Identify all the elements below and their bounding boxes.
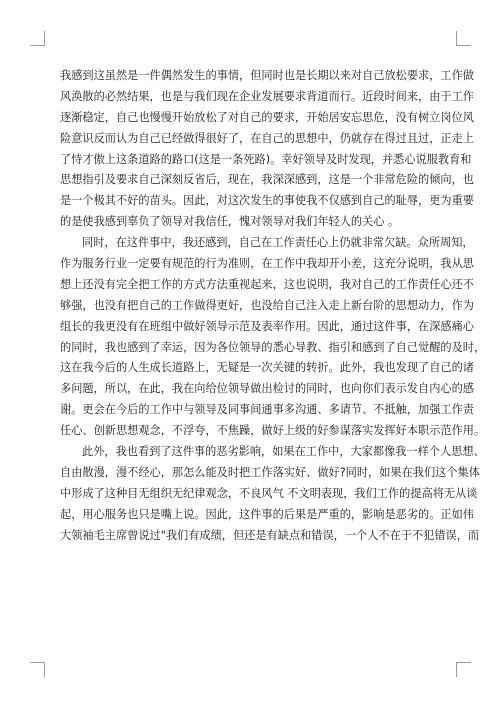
- text-line: 组长的我更没有在班组中做好领导示范及表率作用。因此，通过这件事，在深感痛心: [60, 319, 474, 333]
- text-line: 谢。更会在今后的工作中与领导及同事间通事多沟通、多请节、不抵触，加强工作责: [60, 403, 474, 417]
- paragraph: [60, 442, 485, 546]
- crop-mark-top-right: [456, 31, 471, 46]
- text-line: 险意识反而认为自己已经做得很好了，在自己的思想中，仍就存在得过且过，正走上: [60, 131, 474, 145]
- text-line: 够强，也没有把自己的工作做得更好，也没给自己注入走上新台阶的思想动力，作为: [60, 298, 474, 312]
- text-line: 此外，我也看到了这件事的恶劣影响，如果在工作中，大家都像我一样个人思想、: [82, 445, 485, 459]
- text-line: 起，用心服务也只是嘴上说。因此，这件事的后果是严重的，影响是恶劣的。正如伟: [60, 507, 474, 521]
- text-line: 逐渐稳定，自己也慢慢开始放松了对自己的要求，开始居安忘思危，没有树立岗位风: [60, 110, 474, 124]
- text-line: 了恃才傲上这条道路的路口(这是一条死路)。幸好领导及时发现，并悉心说服教育和: [60, 152, 472, 166]
- text-line: 这在我今后的人生成长道路上，无疑是一次关键的转折。此外，我也发现了自己的诸: [60, 361, 474, 375]
- text-line: 任心、创新思想观念，不浮夸，不焦躁，做好上级的好参谋落实发挥好本职示范作用。: [60, 424, 486, 438]
- crop-mark-bottom-right: [456, 662, 471, 677]
- text-line: 是一个极其不好的苗头。因此，对这次发生的事使我不仅感到自己的耻辱，更为重要: [60, 194, 474, 208]
- document-body[interactable]: [60, 66, 486, 546]
- text-line: 自由散漫，漫不经心，那怎么能及时把工作落实好、做好?同时，如果在我们这个集体: [60, 465, 480, 479]
- text-line: 作为服务行业一定要有规范的行为准则，在工作中我却开小差，这充分说明，我从思: [60, 257, 474, 271]
- text-line: 风涣散的必然结果，也是与我们现在企业发展要求背道而行。近段时间来，由于工作: [60, 89, 474, 103]
- text-line: 思想指引及要求自己深刻反省后，现在，我深深感到，这是一个非常危险的倾向，也: [60, 173, 474, 187]
- text-line: 多问题，所以，在此，我在向给位领导做出检讨的同时，也向你们表示发自内心的感: [60, 382, 474, 396]
- text-line: 同时，在这件事中，我还感到，自己在工作责任心上仍就非常欠缺。众所周知，: [82, 236, 474, 250]
- crop-mark-bottom-left: [30, 662, 45, 677]
- text-line: 中形成了这种目无组织无纪律观念，不良风气 不文明表现，我们工作的提高将无从谈: [60, 486, 478, 500]
- paragraph: [60, 66, 474, 233]
- text-line: 的是使我感到辜负了领导对我信任，愧对领导对我们年轻人的关心 。: [60, 215, 400, 229]
- text-line: 大领袖毛主席曾说过"我们有成绩，但还是有缺点和错误，一个人不在于不犯错误，而: [60, 528, 480, 542]
- crop-mark-top-left: [30, 31, 45, 46]
- paragraph: [60, 233, 486, 442]
- text-line: 的同时，我也感到了幸运，因为各位领导的悉心导教、指引和感到了自己觉醒的及时，: [60, 340, 486, 354]
- text-line: 我感到这虽然是一件偶然发生的事情，但同时也是长期以来对自己放松要求，工作做: [60, 69, 474, 82]
- text-line: 想上还没有完全把工作的方式方法重视起来，这也说明，我对自己的工作责任心还不: [60, 277, 474, 291]
